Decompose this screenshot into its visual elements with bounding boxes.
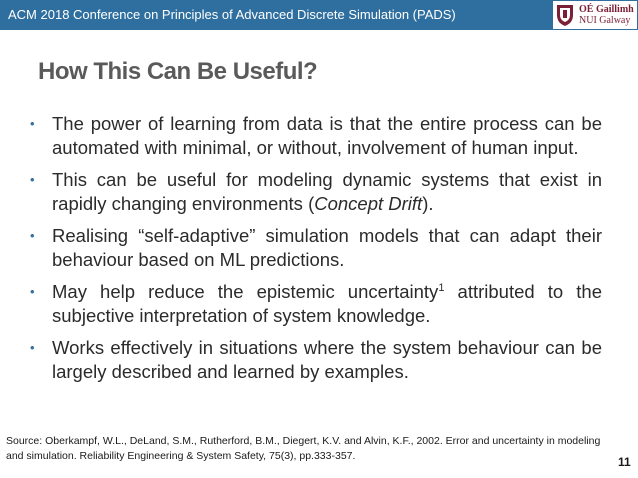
bullet-text: May help reduce the epistemic uncertainty <box>52 281 439 302</box>
slide-title: How This Can Be Useful? <box>38 58 318 85</box>
bullet-dot-icon: • <box>30 172 35 187</box>
bullet-item <box>30 168 602 215</box>
bullet-list <box>30 112 602 392</box>
bullet-dot-icon: • <box>30 340 35 355</box>
bullet-item <box>30 336 602 383</box>
page-number: 11 <box>618 455 631 469</box>
university-crest-icon <box>555 3 575 27</box>
header-bar <box>0 0 638 30</box>
bullet-text: The power of learning from data is that the entire process can be automated with minimal, or without, involvement of human input. <box>52 113 602 158</box>
bullet-item <box>30 224 602 271</box>
source-citation: Source: Oberkampf, W.L., DeLand, S.M., Rutherford, B.M., Diegert, K.V. and Alvin, K.F., 2002. Error and uncertainty in modeling and simulation. Reliability Engineering & System Safety, 75(3), pp.333-357. <box>6 435 601 462</box>
footnote-marker: 1 <box>438 281 445 294</box>
logo-line-1: OÉ Gaillimh <box>579 4 634 15</box>
logo-line-2: NUI Galway <box>579 15 631 26</box>
bullet-text-end: ). <box>422 192 434 214</box>
bullet-dot-icon: • <box>30 284 35 299</box>
bullet-item <box>30 112 602 159</box>
university-logo <box>553 1 637 29</box>
bullet-text-end: attributed to the subjective interpretation of system knowledge. <box>52 281 602 326</box>
bullet-text: This can be useful for modeling dynamic systems that exist in rapidly changing environments ( <box>52 169 602 214</box>
bullet-text: Works effectively in situations where the system behaviour can be largely described and learned by examples. <box>52 337 602 382</box>
bullet-item <box>30 280 602 327</box>
bullet-emphasis: Concept Drift <box>314 192 423 214</box>
bullet-dot-icon: • <box>30 228 35 243</box>
bullet-dot-icon: • <box>30 116 35 131</box>
bullet-text: Realising “self-adaptive” simulation models that can adapt their behaviour based on ML predictions. <box>52 225 602 270</box>
conference-title: ACM 2018 Conference on Principles of Advanced Discrete Simulation (PADS) <box>8 7 456 22</box>
